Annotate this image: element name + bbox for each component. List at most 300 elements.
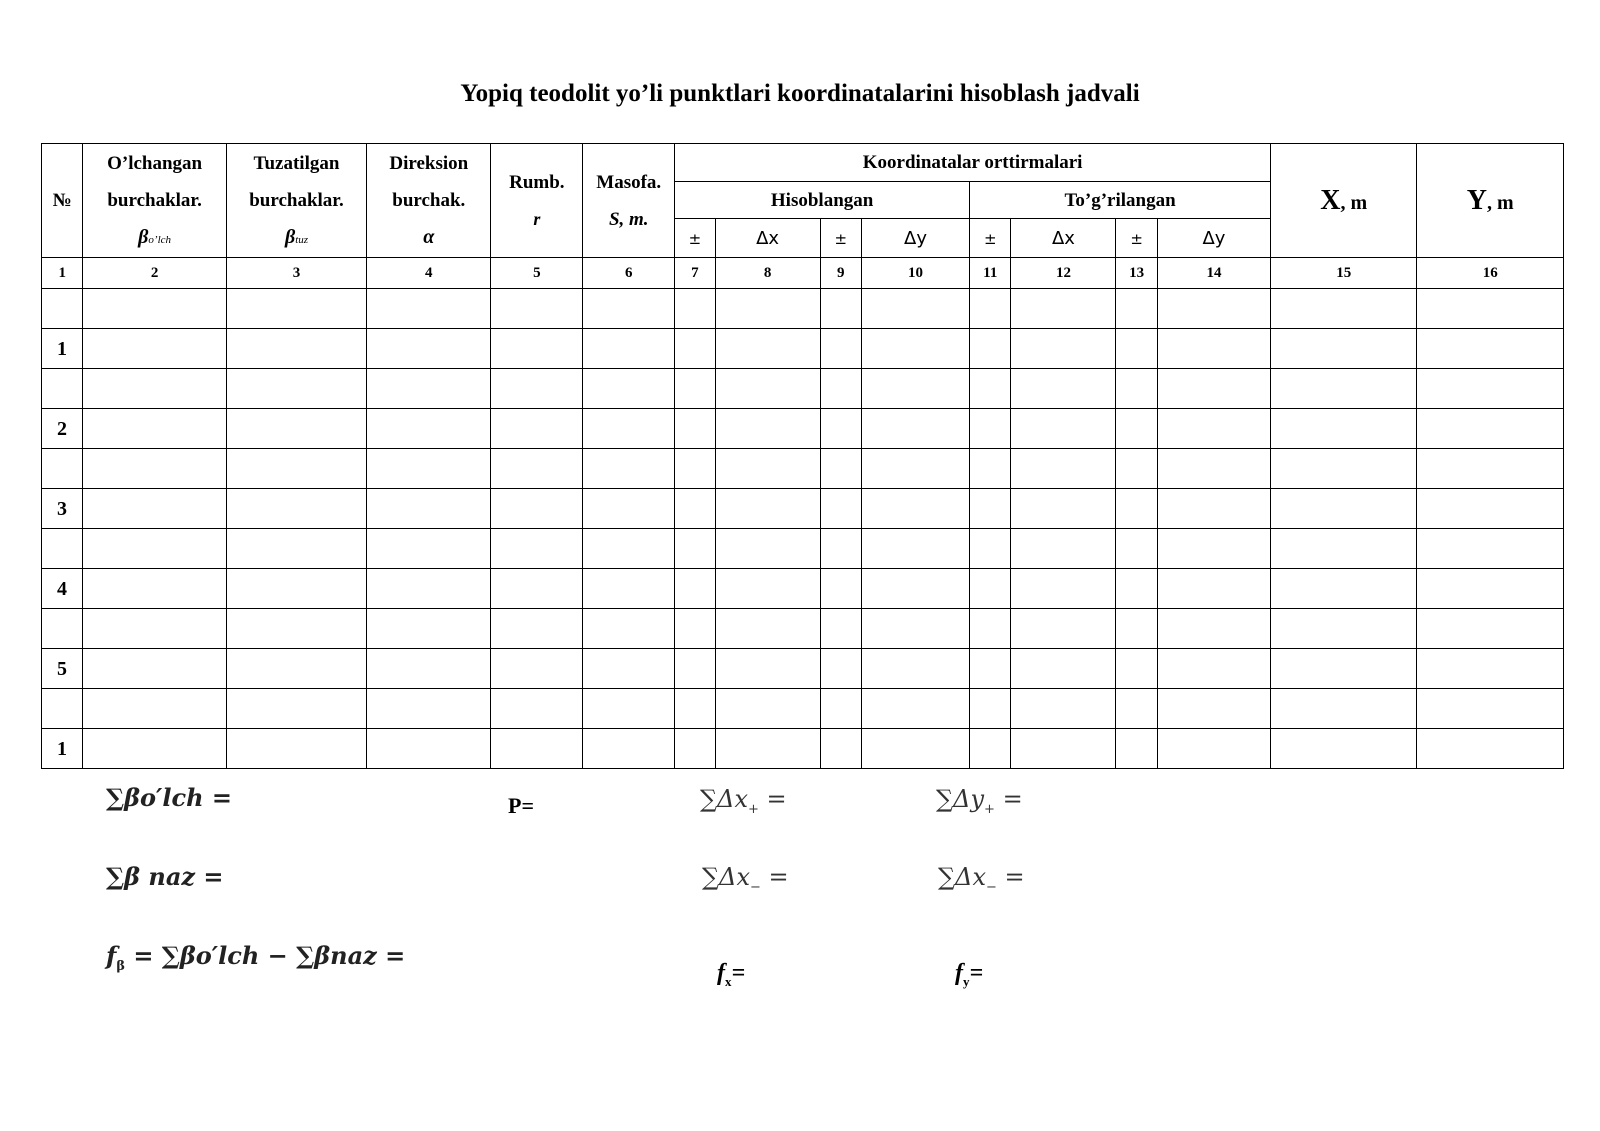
table-cell[interactable] (970, 449, 1011, 489)
table-cell[interactable] (1011, 609, 1116, 649)
column-number: 1 (42, 258, 83, 289)
column-number: 11 (970, 258, 1011, 289)
header-corrected-line2: burchaklar. (249, 190, 344, 211)
header-calculated-label: Hisoblangan (770, 189, 874, 211)
table-cell[interactable] (226, 569, 366, 609)
table-cell[interactable] (491, 329, 583, 369)
table-cell[interactable] (1271, 569, 1417, 609)
column-number: 15 (1271, 258, 1417, 289)
table-cell[interactable] (1157, 489, 1270, 529)
table-cell[interactable] (1011, 649, 1116, 689)
header-direction-angle (367, 144, 491, 258)
table-cell[interactable] (820, 529, 861, 569)
table-cell[interactable] (491, 409, 583, 449)
table-cell[interactable] (970, 369, 1011, 409)
table-cell[interactable] (715, 489, 820, 529)
table-cell[interactable] (862, 489, 970, 529)
table-cell[interactable] (675, 289, 715, 329)
header-increments-group (675, 144, 1271, 182)
table-cell[interactable] (715, 449, 820, 489)
column-number: 9 (820, 258, 861, 289)
header-direction-line1: Direksion (389, 153, 469, 174)
table-cell[interactable] (1271, 289, 1417, 329)
table-cell[interactable] (583, 649, 675, 689)
sum-dx-minus-2-text: ∑Δx (938, 863, 986, 891)
table-cell[interactable] (820, 289, 861, 329)
table-cell[interactable] (862, 649, 970, 689)
table-cell[interactable] (1417, 449, 1564, 489)
table-cell[interactable] (583, 569, 675, 609)
table-row (42, 369, 1564, 409)
table-cell[interactable] (491, 369, 583, 409)
header-x-letter: X (1320, 184, 1341, 216)
sum-dy-plus-text: ∑Δy (936, 785, 985, 813)
header-x (1271, 144, 1417, 258)
table-cell[interactable] (1116, 729, 1157, 769)
table-cell[interactable] (583, 689, 675, 729)
header-corrected-group-label: To’g’rilangan (1064, 189, 1176, 211)
table-cell[interactable] (1011, 369, 1116, 409)
point-number (42, 609, 83, 649)
table-cell[interactable] (820, 689, 861, 729)
angular-misclosure-formula (106, 941, 405, 974)
table-cell[interactable] (491, 609, 583, 649)
table-cell[interactable] (1116, 569, 1157, 609)
table-cell[interactable] (583, 609, 675, 649)
table-cell[interactable] (970, 289, 1011, 329)
table-cell[interactable] (491, 489, 583, 529)
table-cell[interactable] (491, 569, 583, 609)
table-cell[interactable] (862, 409, 970, 449)
table-cell[interactable] (1011, 689, 1116, 729)
table-cell[interactable] (715, 609, 820, 649)
beta-symbol: β (284, 226, 296, 248)
column-number: 6 (583, 258, 675, 289)
header-x-unit: , m (1340, 191, 1368, 214)
point-number: 3 (42, 489, 83, 529)
table-cell[interactable] (491, 729, 583, 769)
header-number-label: № (52, 190, 72, 211)
header-calc-dy (862, 219, 970, 258)
table-row (42, 609, 1564, 649)
column-number: 13 (1116, 258, 1157, 289)
table-cell[interactable] (970, 649, 1011, 689)
table-cell[interactable] (862, 449, 970, 489)
table-cell[interactable] (83, 489, 226, 529)
column-number: 10 (862, 258, 970, 289)
sum-dy-plus-eq: = (994, 785, 1023, 813)
header-y (1417, 144, 1564, 258)
table-cell[interactable] (367, 529, 491, 569)
point-number: 1 (42, 329, 83, 369)
table-cell[interactable] (367, 729, 491, 769)
table-cell[interactable] (970, 729, 1011, 769)
table-cell[interactable] (1417, 489, 1564, 529)
table-cell[interactable] (1271, 409, 1417, 449)
table-cell[interactable] (715, 289, 820, 329)
table-cell[interactable] (226, 529, 366, 569)
sum-dy-plus-subscript: + (984, 801, 995, 817)
table-cell[interactable] (83, 329, 226, 369)
table-cell[interactable] (1011, 329, 1116, 369)
sum-dx-plus-eq: = (758, 785, 787, 813)
point-number (42, 449, 83, 489)
table-cell[interactable] (583, 729, 675, 769)
table-cell[interactable] (226, 729, 366, 769)
table-cell[interactable] (1116, 369, 1157, 409)
table-cell[interactable] (226, 449, 366, 489)
table-cell[interactable] (1417, 289, 1564, 329)
sum-dx-plus-formula (700, 785, 787, 817)
table-cell[interactable] (715, 569, 820, 609)
header-rumb-line1: Rumb. (509, 171, 565, 193)
table-cell[interactable] (1271, 649, 1417, 689)
table-cell[interactable] (367, 369, 491, 409)
point-number (42, 289, 83, 329)
header-corrected-line1: Tuzatilgan (253, 153, 340, 174)
f-beta-subscript: β (116, 958, 125, 974)
table-cell[interactable] (1157, 329, 1270, 369)
table-cell[interactable] (491, 649, 583, 689)
header-number (42, 144, 83, 258)
column-number: 2 (83, 258, 226, 289)
header-y-unit: , m (1487, 191, 1514, 214)
header-increments-label: Koordinatalar orttirmalari (862, 152, 1083, 173)
sum-dx-minus-text: ∑Δx (702, 863, 750, 891)
header-corr-dx (1011, 219, 1116, 258)
column-number: 5 (491, 258, 583, 289)
sum-measured-angles-formula: ∑βo′lch = (106, 783, 232, 812)
header-calc-dy-sign (820, 219, 861, 258)
header-distance-line1: Masofa. (596, 171, 662, 193)
table-cell[interactable] (1157, 369, 1270, 409)
table-cell[interactable] (675, 649, 715, 689)
table-cell[interactable] (862, 609, 970, 649)
f-x-letter: f (717, 960, 725, 986)
table-cell[interactable] (675, 409, 715, 449)
table-row (42, 649, 1564, 689)
column-number-row (42, 258, 1564, 289)
table-cell[interactable] (715, 649, 820, 689)
f-x-subscript: x (725, 973, 732, 989)
table-cell[interactable] (970, 689, 1011, 729)
table-cell[interactable] (1271, 689, 1417, 729)
delta-x-symbol: Δx (756, 227, 780, 249)
header-distance-line2: S, m. (608, 208, 649, 230)
table-cell[interactable] (83, 369, 226, 409)
table-cell[interactable] (583, 369, 675, 409)
table-cell[interactable] (1157, 729, 1270, 769)
header-calc-dx-sign (675, 219, 715, 258)
perimeter-label: P= (508, 793, 534, 818)
table-cell[interactable] (1116, 609, 1157, 649)
table-row (42, 729, 1564, 769)
table-cell[interactable] (1116, 649, 1157, 689)
table-cell[interactable] (820, 609, 861, 649)
f-y-eq: = (969, 960, 984, 986)
table-cell[interactable] (583, 529, 675, 569)
table-row (42, 489, 1564, 529)
table-cell[interactable] (226, 489, 366, 529)
table-cell[interactable] (820, 409, 861, 449)
plus-minus-symbol: ± (983, 229, 997, 248)
table-cell[interactable] (675, 329, 715, 369)
table-cell[interactable] (367, 289, 491, 329)
table-cell[interactable] (675, 729, 715, 769)
table-cell[interactable] (970, 529, 1011, 569)
table-cell[interactable] (1011, 449, 1116, 489)
sum-dx-minus-subscript: − (750, 879, 761, 895)
table-cell[interactable] (1271, 609, 1417, 649)
table-cell[interactable] (83, 689, 226, 729)
header-y-letter: Y (1466, 184, 1488, 216)
table-cell[interactable] (83, 729, 226, 769)
table-cell[interactable] (583, 489, 675, 529)
table-cell[interactable] (367, 489, 491, 529)
sum-dx-minus-formula (702, 863, 789, 895)
f-y-formula (955, 960, 983, 990)
table-cell[interactable] (1157, 569, 1270, 609)
table-row (42, 689, 1564, 729)
sum-dy-plus-formula (936, 785, 1023, 817)
sum-dx-minus-2-eq: = (996, 863, 1025, 891)
column-number: 12 (1011, 258, 1116, 289)
table-cell[interactable] (1116, 449, 1157, 489)
table-cell[interactable] (226, 289, 366, 329)
table-cell[interactable] (820, 449, 861, 489)
table-cell[interactable] (970, 409, 1011, 449)
header-calculated-group (675, 182, 970, 219)
header-direction-line2: burchak. (392, 190, 466, 211)
table-cell[interactable] (1271, 329, 1417, 369)
table-cell[interactable] (675, 569, 715, 609)
table-cell[interactable] (1417, 649, 1564, 689)
delta-y-symbol: Δy (1202, 227, 1226, 249)
table-cell[interactable] (83, 529, 226, 569)
table-cell[interactable] (862, 569, 970, 609)
table-cell[interactable] (1157, 449, 1270, 489)
sum-dx-minus-eq: = (760, 863, 789, 891)
table-cell[interactable] (1157, 409, 1270, 449)
table-cell[interactable] (491, 529, 583, 569)
table-cell[interactable] (491, 449, 583, 489)
table-cell[interactable] (1417, 329, 1564, 369)
table-cell[interactable] (491, 689, 583, 729)
table-cell[interactable] (367, 689, 491, 729)
header-measured-angles (83, 144, 226, 258)
table-cell[interactable] (367, 409, 491, 449)
table-cell[interactable] (583, 329, 675, 369)
table-cell[interactable] (715, 689, 820, 729)
table-cell[interactable] (226, 369, 366, 409)
plus-minus-symbol: ± (688, 229, 702, 248)
table-cell[interactable] (675, 369, 715, 409)
table-cell[interactable] (970, 609, 1011, 649)
column-number: 7 (675, 258, 715, 289)
table-cell[interactable] (675, 529, 715, 569)
point-number: 2 (42, 409, 83, 449)
table-cell[interactable] (862, 529, 970, 569)
table-cell[interactable] (675, 609, 715, 649)
sum-theoretical-angles-formula: ∑β naz = (106, 862, 224, 891)
table-cell[interactable] (1157, 289, 1270, 329)
table-cell[interactable] (1116, 409, 1157, 449)
table-cell[interactable] (226, 649, 366, 689)
table-cell[interactable] (862, 369, 970, 409)
column-number: 16 (1417, 258, 1564, 289)
table-cell[interactable] (583, 409, 675, 449)
column-number: 8 (715, 258, 820, 289)
table-cell[interactable] (1417, 569, 1564, 609)
f-beta-rest: = ∑βo′lch − ∑βnaz = (124, 941, 406, 970)
table-cell[interactable] (83, 609, 226, 649)
table-cell[interactable] (820, 329, 861, 369)
point-number: 1 (42, 729, 83, 769)
table-cell[interactable] (1417, 369, 1564, 409)
table-cell[interactable] (1157, 689, 1270, 729)
table-cell[interactable] (820, 369, 861, 409)
table-cell[interactable] (226, 609, 366, 649)
table-cell[interactable] (83, 409, 226, 449)
table-cell[interactable] (1116, 289, 1157, 329)
table-cell[interactable] (1157, 609, 1270, 649)
table-cell[interactable] (583, 449, 675, 489)
header-calc-dx (715, 219, 820, 258)
table-cell[interactable] (862, 689, 970, 729)
table-cell[interactable] (715, 329, 820, 369)
table-cell[interactable] (367, 449, 491, 489)
table-cell[interactable] (820, 729, 861, 769)
table-cell[interactable] (820, 489, 861, 529)
column-number: 4 (367, 258, 491, 289)
table-cell[interactable] (491, 289, 583, 329)
table-cell[interactable] (862, 729, 970, 769)
table-cell[interactable] (1116, 329, 1157, 369)
table-cell[interactable] (367, 609, 491, 649)
column-number: 3 (226, 258, 366, 289)
table-cell[interactable] (1417, 689, 1564, 729)
table-cell[interactable] (715, 529, 820, 569)
table-cell[interactable] (1417, 409, 1564, 449)
table-cell[interactable] (83, 449, 226, 489)
header-measured-line2: burchaklar. (107, 190, 202, 211)
table-cell[interactable] (226, 329, 366, 369)
table-cell[interactable] (226, 409, 366, 449)
table-cell[interactable] (1011, 729, 1116, 769)
table-cell[interactable] (675, 489, 715, 529)
table-cell[interactable] (583, 289, 675, 329)
sum-dx-plus-subscript: + (748, 801, 759, 817)
table-cell[interactable] (1116, 529, 1157, 569)
table-row (42, 409, 1564, 449)
point-number: 4 (42, 569, 83, 609)
coordinates-table (41, 143, 1564, 769)
table-cell[interactable] (367, 329, 491, 369)
column-number: 14 (1157, 258, 1270, 289)
header-corr-dy (1157, 219, 1270, 258)
table-cell[interactable] (1417, 729, 1564, 769)
table-cell[interactable] (715, 409, 820, 449)
table-cell[interactable] (820, 649, 861, 689)
table-row (42, 449, 1564, 489)
table-cell[interactable] (970, 569, 1011, 609)
f-y-subscript: y (963, 973, 970, 989)
header-corr-dy-sign (1116, 219, 1157, 258)
header-distance (583, 144, 675, 258)
plus-minus-symbol: ± (834, 229, 848, 248)
f-x-formula (717, 960, 745, 990)
table-cell[interactable] (1116, 489, 1157, 529)
table-cell[interactable] (1417, 529, 1564, 569)
table-cell[interactable] (83, 649, 226, 689)
table-cell[interactable] (675, 449, 715, 489)
header-rumb-line2: r (533, 208, 541, 229)
point-number (42, 529, 83, 569)
table-cell[interactable] (1271, 489, 1417, 529)
table-cell[interactable] (83, 569, 226, 609)
table-cell[interactable] (820, 569, 861, 609)
header-corr-dx-sign (970, 219, 1011, 258)
table-row (42, 529, 1564, 569)
header-corrected-angles (226, 144, 366, 258)
table-cell[interactable] (1417, 609, 1564, 649)
table-cell[interactable] (1011, 529, 1116, 569)
sum-dx-plus-text: ∑Δx (700, 785, 748, 813)
table-cell[interactable] (1157, 529, 1270, 569)
table-cell[interactable] (1271, 529, 1417, 569)
f-y-letter: f (955, 960, 963, 986)
table-cell[interactable] (1116, 689, 1157, 729)
table-cell[interactable] (715, 369, 820, 409)
f-beta-letter: f (106, 941, 117, 970)
table-cell[interactable] (970, 329, 1011, 369)
table-cell[interactable] (862, 289, 970, 329)
point-number: 5 (42, 649, 83, 689)
table-cell[interactable] (1011, 289, 1116, 329)
table-cell[interactable] (1271, 449, 1417, 489)
header-measured-subscript: o’lch (148, 234, 172, 246)
table-cell[interactable] (675, 689, 715, 729)
table-cell[interactable] (1271, 729, 1417, 769)
table-cell[interactable] (1011, 489, 1116, 529)
header-measured-line1: O’lchangan (107, 153, 203, 174)
table-cell[interactable] (1011, 409, 1116, 449)
sum-dx-minus-formula-2 (938, 863, 1025, 895)
alpha-symbol: α (423, 226, 435, 248)
table-cell[interactable] (1157, 649, 1270, 689)
table-cell[interactable] (367, 569, 491, 609)
table-cell[interactable] (367, 649, 491, 689)
beta-symbol: β (138, 226, 149, 248)
page-title: Yopiq teodolit yo’li punktlari koordinatalarini hisoblash jadvali (460, 80, 1140, 107)
f-x-eq: = (731, 960, 746, 986)
point-number (42, 369, 83, 409)
table-cell[interactable] (970, 489, 1011, 529)
delta-x-symbol: Δx (1051, 227, 1075, 249)
header-corrected-subscript: tuz (295, 234, 309, 246)
table-row (42, 569, 1564, 609)
table-cell[interactable] (1011, 569, 1116, 609)
header-rumb (491, 144, 583, 258)
sum-dx-minus-2-subscript: − (986, 879, 997, 895)
table-row (42, 329, 1564, 369)
table-cell[interactable] (226, 689, 366, 729)
table-cell[interactable] (862, 329, 970, 369)
table-row (42, 289, 1564, 329)
table-cell[interactable] (83, 289, 226, 329)
table-cell[interactable] (715, 729, 820, 769)
table-cell[interactable] (1271, 369, 1417, 409)
